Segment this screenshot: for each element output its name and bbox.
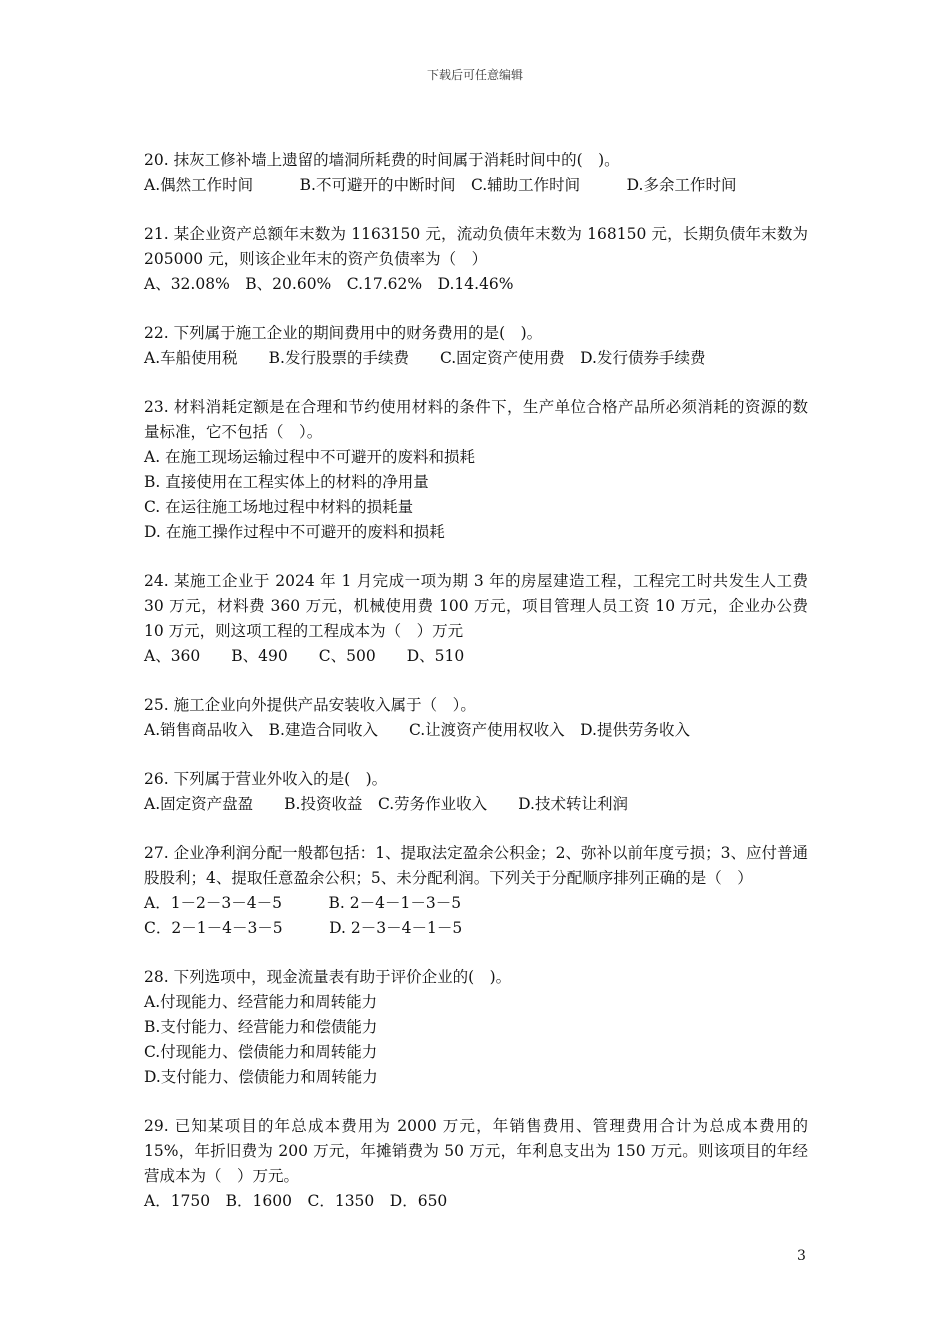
answer-options: C.付现能力、偿债能力和周转能力 xyxy=(144,1043,378,1061)
question-block xyxy=(144,767,808,817)
answer-options: A．1750 B．1600 C．1350 D．650 xyxy=(144,1192,448,1210)
question-block xyxy=(144,693,808,743)
answer-options: D.支付能力、偿债能力和周转能力 xyxy=(144,1068,378,1086)
answer-options: A.销售商品收入 B.建造合同收入 C.让渡资产使用权收入 D.提供劳务收入 xyxy=(144,721,690,739)
answer-options: A.车船使用税 B.发行股票的手续费 C.固定资产使用费 D.发行债券手续费 xyxy=(144,349,706,367)
answer-options: C．2－1－4－3－5 D. 2－3－4－1－5 xyxy=(144,919,463,937)
question-stem: 28. 下列选项中，现金流量表有助于评价企业的( )。 xyxy=(144,968,512,986)
question-stem: 29. 已知某项目的年总成本费用为 2000 万元，年销售费用、管理费用合计为总成本费用的 15%，年折旧费为 200 万元，年摊销费为 50 万元，年利息支出为 150 万元。则该项目的年经营成本为（ ）万元。 xyxy=(144,1117,808,1185)
question-block xyxy=(144,148,808,198)
answer-options: A.固定资产盘盈 B.投资收益 C.劳务作业收入 D.技术转让利润 xyxy=(144,795,628,813)
question-stem: 26. 下列属于营业外收入的是( )。 xyxy=(144,770,388,788)
question-block xyxy=(144,321,808,371)
answer-options: A．1－2－3－4－5 B. 2－4－1－3－5 xyxy=(144,894,462,912)
question-block xyxy=(144,1114,808,1214)
answer-options: A. 在施工现场运输过程中不可避开的废料和损耗 xyxy=(144,448,476,466)
question-block xyxy=(144,222,808,297)
question-stem: 23. 材料消耗定额是在合理和节约使用材料的条件下，生产单位合格产品所必须消耗的资源的数量标准，它不包括（ ）。 xyxy=(144,398,808,441)
question-block xyxy=(144,395,808,545)
answer-options: B.支付能力、经营能力和偿债能力 xyxy=(144,1018,378,1036)
answer-options: D. 在施工操作过程中不可避开的废料和损耗 xyxy=(144,523,445,541)
answer-options: A、32.08% B、20.60% C.17.62% D.14.46% xyxy=(144,275,514,293)
page-header: 下载后可任意编辑 xyxy=(426,68,523,82)
answer-options: C. 在运往施工场地过程中材料的损耗量 xyxy=(144,498,414,516)
question-stem: 21. 某企业资产总额年末数为 1163150 元，流动负债年末数为 168150 元，长期负债年末数为 205000 元，则该企业年末的资产负债率为（ ） xyxy=(144,225,808,268)
answer-options: A.偶然工作时间 B.不可避开的中断时间 C.辅助工作时间 D.多余工作时间 xyxy=(144,176,737,194)
question-stem: 22. 下列属于施工企业的期间费用中的财务费用的是( )。 xyxy=(144,324,543,342)
question-list xyxy=(144,148,808,1238)
answer-options: A.付现能力、经营能力和周转能力 xyxy=(144,993,378,1011)
question-block xyxy=(144,965,808,1090)
answer-options: A、360 B、490 C、500 D、510 xyxy=(144,647,465,665)
question-block xyxy=(144,569,808,669)
answer-options: B. 直接使用在工程实体上的材料的净用量 xyxy=(144,473,429,491)
page-number: 3 xyxy=(797,1248,806,1264)
question-stem: 27. 企业净利润分配一般都包括：1、提取法定盈余公积金；2、弥补以前年度亏损；3、应付普通股股利；4、提取任意盈余公积；5、未分配利润。下列关于分配顺序排列正确的是（ ） xyxy=(144,844,808,887)
question-stem: 25. 施工企业向外提供产品安装收入属于（ ）。 xyxy=(144,696,476,714)
question-block xyxy=(144,841,808,941)
question-stem: 24. 某施工企业于 2024 年 1 月完成一项为期 3 年的房屋建造工程，工程完工时共发生人工费 30 万元，材料费 360 万元，机械使用费 100 万元，项目管理人员工资 10 万元，企业办公费 10 万元，则这项工程的工程成本为（ ）万元 xyxy=(144,572,808,640)
question-stem: 20. 抹灰工修补墙上遗留的墙洞所耗费的时间属于消耗时间中的( )。 xyxy=(144,151,620,169)
